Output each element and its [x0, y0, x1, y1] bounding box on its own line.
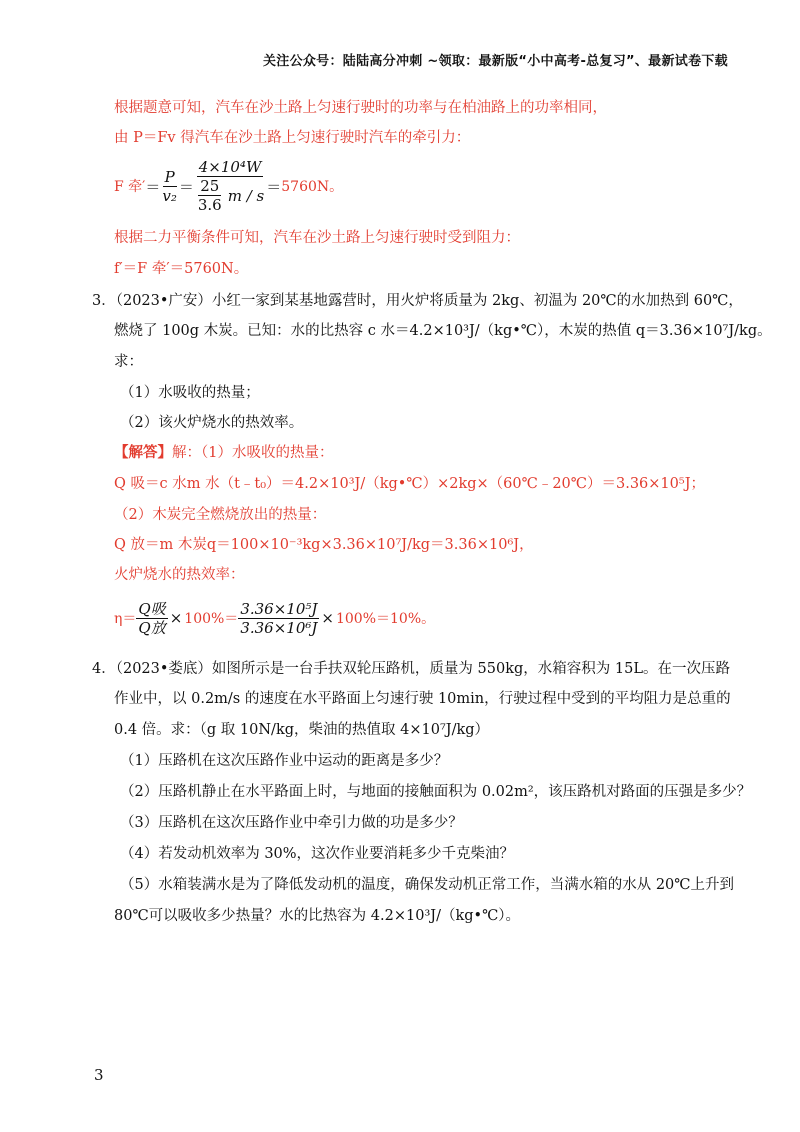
equals-sign: ＝: [145, 177, 161, 196]
solution-line: 根据二力平衡条件可知，汽车在沙土路上匀速行驶时受到阻力：: [114, 230, 520, 246]
times-sign: ×: [169, 609, 183, 627]
question-4-line: 0.4 倍。求：（g 取 10N/kg，柴油的热值取 4×10⁷J/kg）: [114, 722, 490, 738]
answer-line: [114, 443, 333, 463]
fraction-denominator: Q放: [138, 618, 166, 637]
question-4-part: （4）若发动机效率为 30%，这次作业要消耗多少千克柴油？: [120, 846, 515, 862]
answer-line: 火炉烧水的热效率：: [114, 567, 245, 583]
question-4-part: 80℃可以吸收多少热量？水的比热容为 4.2×10³J/（kg•℃）。: [114, 908, 521, 924]
fraction-numerator: P: [164, 167, 175, 186]
percent-text: 100%＝: [184, 611, 239, 627]
solution-line: f′＝F 牵′＝5760N。: [114, 261, 249, 277]
efficiency-formula: [114, 592, 435, 644]
answer-line: Q 放＝m 木炭q＝100×10⁻³kg×3.36×10⁷J/kg＝3.36×10⁶J，: [114, 537, 534, 553]
answer-line: Q 吸＝c 水m 水（t﹣t₀）＝4.2×10³J/（kg•℃）×2kg×（60℃﹣20℃）＝3.36×10⁵J；: [114, 476, 706, 492]
f-label: F 牵′: [114, 179, 146, 195]
fraction-numerator: 25: [200, 177, 220, 195]
times-sign: ×: [321, 609, 334, 627]
fraction-denominator: 3.36×10⁶J: [240, 618, 318, 637]
power-over-speed-fraction: [194, 158, 266, 214]
equals-sign: ＝: [178, 177, 194, 196]
fraction-denominator: 3.6: [197, 196, 222, 214]
speed-fraction: [196, 177, 224, 214]
fraction-numerator: 3.36×10⁵J: [240, 599, 318, 618]
question-4-part: （5）水箱装满水是为了降低发动机的温度，确保发动机正常工作，当满水箱的水从 20℃上升到: [120, 877, 735, 893]
speed-unit: m / s: [227, 186, 265, 205]
page-number: 3: [94, 1066, 104, 1084]
question-3-part: （1）水吸收的热量；: [120, 385, 260, 401]
question-4-part: （2）压路机静止在水平路面上时，与地面的接触面积为 0.02m²，该压路机对路面的压强是多少？: [120, 784, 752, 800]
equals-sign: ＝: [266, 177, 282, 196]
heat-ratio-fraction: [136, 600, 167, 637]
question-3-part: （2）该火炉烧水的热效率。: [120, 415, 304, 431]
heat-value-fraction: [238, 600, 319, 637]
answer-tag: 【解答】: [114, 444, 172, 461]
question-3-line: 燃烧了 100g 木炭。已知：水的比热容 c 水＝4.2×10³J/（kg•℃），木炭的热值 q＝3.36×10⁷J/kg。: [114, 323, 772, 339]
question-4-line: 4．（2023•娄底）如图所示是一台手扶双轮压路机，质量为 550kg，水箱容积为 15L。在一次压路: [92, 661, 730, 677]
answer-line: （2）木炭完全燃烧放出的热量：: [114, 507, 327, 523]
question-4-line: 作业中，以 0.2m/s 的速度在水平路面上匀速行驶 10min，行驶过程中受到的平均阻力是总重的: [114, 691, 731, 707]
question-4-part: （1）压路机在这次压路作业中运动的距离是多少？: [120, 753, 449, 769]
question-4-part: （3）压路机在这次压路作业中牵引力做的功是多少？: [120, 815, 463, 831]
fraction-denominator: [194, 177, 266, 214]
efficiency-result: 100%＝10%。: [335, 611, 436, 627]
question-3-line: 3．（2023•广安）小红一家到某基地露营时，用火炉将质量为 2kg、初温为 20℃的水加热到 60℃，: [92, 293, 743, 309]
answer-text: 解：（1）水吸收的热量：: [172, 445, 334, 461]
p-over-v-fraction: [160, 168, 179, 205]
question-3-line: 求：: [114, 354, 143, 370]
eta-label: η＝: [114, 611, 137, 627]
traction-formula: [114, 158, 343, 214]
page-header: 关注公众号：陆陆高分冲刺 ~领取：最新版“小中高考-总复习”、最新试卷下载: [262, 54, 728, 69]
fraction-numerator: Q吸: [138, 599, 166, 618]
fraction-numerator: 4×10⁴W: [198, 158, 262, 176]
traction-result: 5760N。: [281, 179, 344, 195]
solution-line: 由 P＝Fv 得汽车在沙土路上匀速行驶时汽车的牵引力：: [114, 130, 471, 146]
fraction-denominator: v₂: [162, 186, 177, 205]
solution-line: 根据题意可知，汽车在沙土路上匀速行驶时的功率与在柏油路上的功率相同，: [114, 100, 607, 116]
